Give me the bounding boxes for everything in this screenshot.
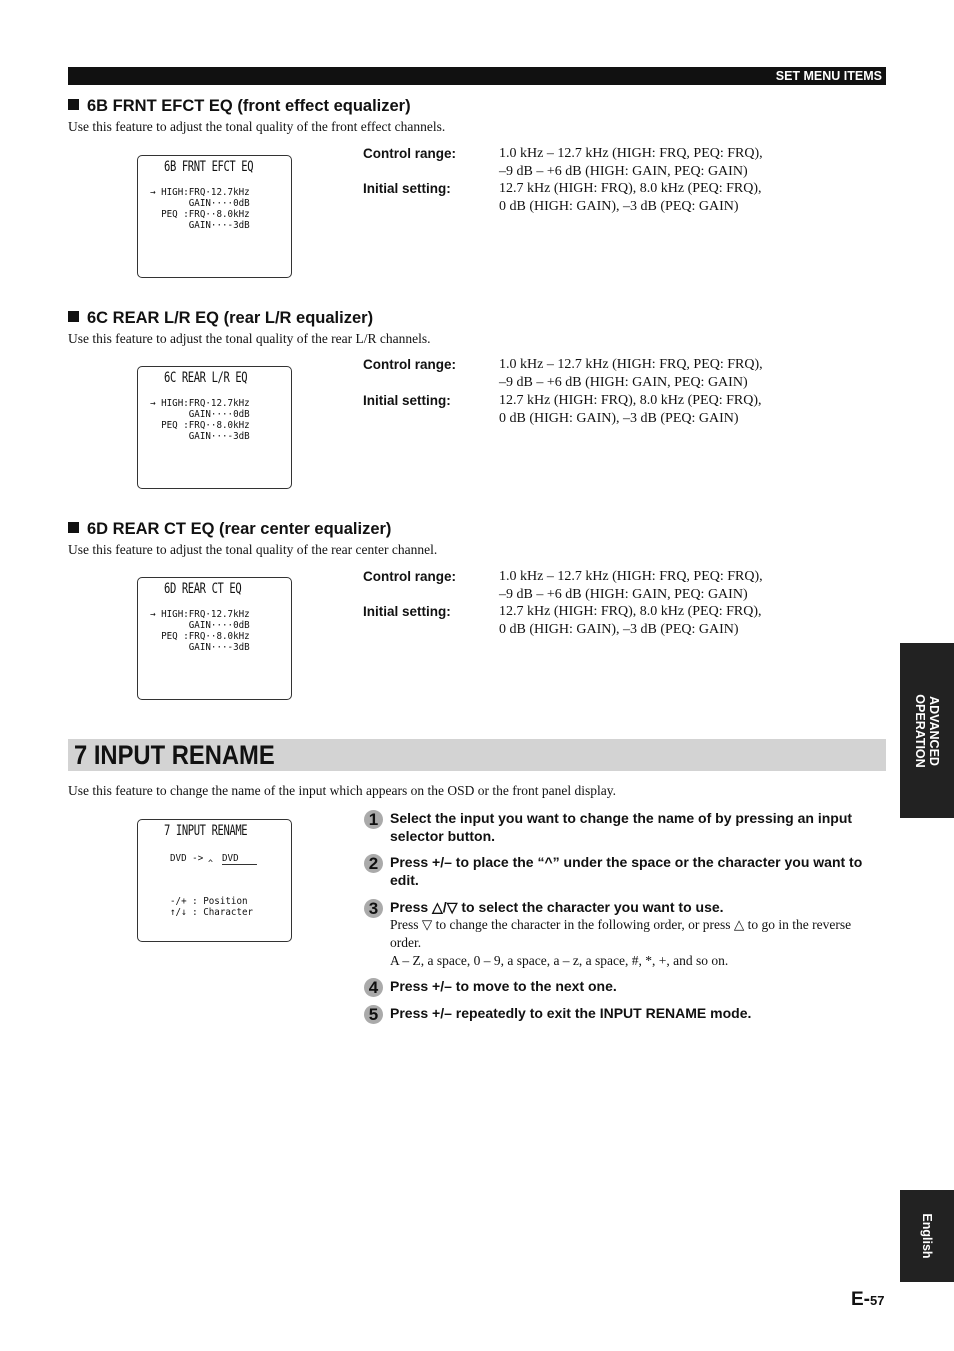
step-1-text: Select the input you want to change the name of by pressing an input selector button. [390,810,853,844]
step-2-text: Press +/– to place the “^” under the space or the character you want to edit. [390,854,863,888]
running-title: SET MENU ITEMS [775,69,882,83]
running-header [68,67,886,85]
step-number-4: 4 [364,978,383,997]
osd-title: 6D REAR CT EQ [164,581,242,597]
page-number: E-57 [851,1289,885,1310]
square-bullet-icon [68,522,79,533]
control-range-value: 1.0 kHz – 12.7 kHz (HIGH: FRQ, PEQ: FRQ), –9 dB – +6 dB (HIGH: GAIN, PEQ: GAIN) [499,146,763,179]
osd-screen-6b [137,155,292,278]
control-range-label: Control range: [363,569,456,584]
control-range-label: Control range: [363,146,456,161]
initial-setting-label: Initial setting: [363,393,451,408]
square-bullet-icon [68,311,79,322]
section-heading-6c: 6C REAR L/R EQ (rear L/R equalizer) [68,309,373,328]
osd-title: 7 INPUT RENAME [164,823,248,839]
section-title-bar [68,739,886,771]
rename-description: Use this feature to change the name of the input which appears on the OSD or the front panel display. [68,783,616,798]
initial-setting-label: Initial setting: [363,181,451,196]
osd-hint-position: -/+ : Position [170,896,248,907]
osd-line: GAIN···-3dB [150,642,250,653]
osd-name-value: DVD [222,853,257,865]
section-heading-6d: 6D REAR CT EQ (rear center equalizer) [68,520,391,539]
osd-hint-character: ↑/↓ : Character [170,907,254,918]
side-tab-advanced-operation [900,643,954,818]
osd-screen-6d [137,577,292,700]
section-description-6d: Use this feature to adjust the tonal quality of the rear center channel. [68,542,438,557]
step-3-note: Press ▽ to change the character in the following order, or press △ to go in the reverse order. [390,917,852,950]
section-title: 7 INPUT RENAME [74,740,275,770]
initial-setting-value: 12.7 kHz (HIGH: FRQ), 8.0 kHz (PEQ: FRQ), 0 dB (HIGH: GAIN), –3 dB (PEQ: GAIN) [499,604,762,637]
side-tab-language: English [900,1190,954,1282]
osd-line: → HIGH:FRQ·12.7kHz [150,398,250,409]
step-number-1: 1 [364,810,383,829]
osd-line: PEQ :FRQ··8.0kHz [150,631,250,642]
initial-setting-value: 12.7 kHz (HIGH: FRQ), 8.0 kHz (PEQ: FRQ), 0 dB (HIGH: GAIN), –3 dB (PEQ: GAIN) [499,181,762,214]
control-range-value: 1.0 kHz – 12.7 kHz (HIGH: FRQ, PEQ: FRQ), –9 dB – +6 dB (HIGH: GAIN, PEQ: GAIN) [499,357,763,390]
osd-line: PEQ :FRQ··8.0kHz [150,420,250,431]
osd-screen-rename [137,819,292,942]
section-description-6b: Use this feature to adjust the tonal quality of the front effect channels. [68,119,446,134]
step-number-2: 2 [364,854,383,873]
osd-line: PEQ :FRQ··8.0kHz [150,209,250,220]
osd-line: GAIN····0dB [150,620,250,631]
osd-line: GAIN····0dB [150,409,250,420]
osd-line: → HIGH:FRQ·12.7kHz [150,609,250,620]
step-3-order: A – Z, a space, 0 – 9, a space, a – z, a space, #, *, +, and so on. [390,953,729,968]
osd-title: 6C REAR L/R EQ [164,370,248,386]
osd-line: GAIN···-3dB [150,431,250,442]
square-bullet-icon [68,99,79,110]
section-description-6c: Use this feature to adjust the tonal quality of the rear L/R channels. [68,331,431,346]
control-range-value: 1.0 kHz – 12.7 kHz (HIGH: FRQ, PEQ: FRQ), –9 dB – +6 dB (HIGH: GAIN, PEQ: GAIN) [499,569,763,602]
osd-line: → HIGH:FRQ·12.7kHz [150,187,250,198]
initial-setting-label: Initial setting: [363,604,451,619]
side-tab-line: OPERATION [913,693,927,768]
osd-line: GAIN···-3dB [150,220,250,231]
initial-setting-value: 12.7 kHz (HIGH: FRQ), 8.0 kHz (PEQ: FRQ), 0 dB (HIGH: GAIN), –3 dB (PEQ: GAIN) [499,393,762,426]
control-range-label: Control range: [363,357,456,372]
osd-title: 6B FRNT EFCT EQ [164,159,254,175]
osd-input-line: DVD -> [170,853,204,864]
step-number-3: 3 [364,899,383,918]
section-heading-6b: 6B FRNT EFCT EQ (front effect equalizer) [68,97,411,116]
step-number-5: 5 [364,1005,383,1024]
osd-screen-6c [137,366,292,489]
step-4-text: Press +/– to move to the next one. [390,978,617,994]
step-3-text: Press △/▽ to select the character you want to use. [390,899,724,915]
osd-caret: ^ [208,859,213,869]
step-5-text: Press +/– repeatedly to exit the INPUT RENAME mode. [390,1005,752,1021]
osd-line: GAIN····0dB [150,198,250,209]
side-tab-line: ADVANCED [927,695,941,766]
